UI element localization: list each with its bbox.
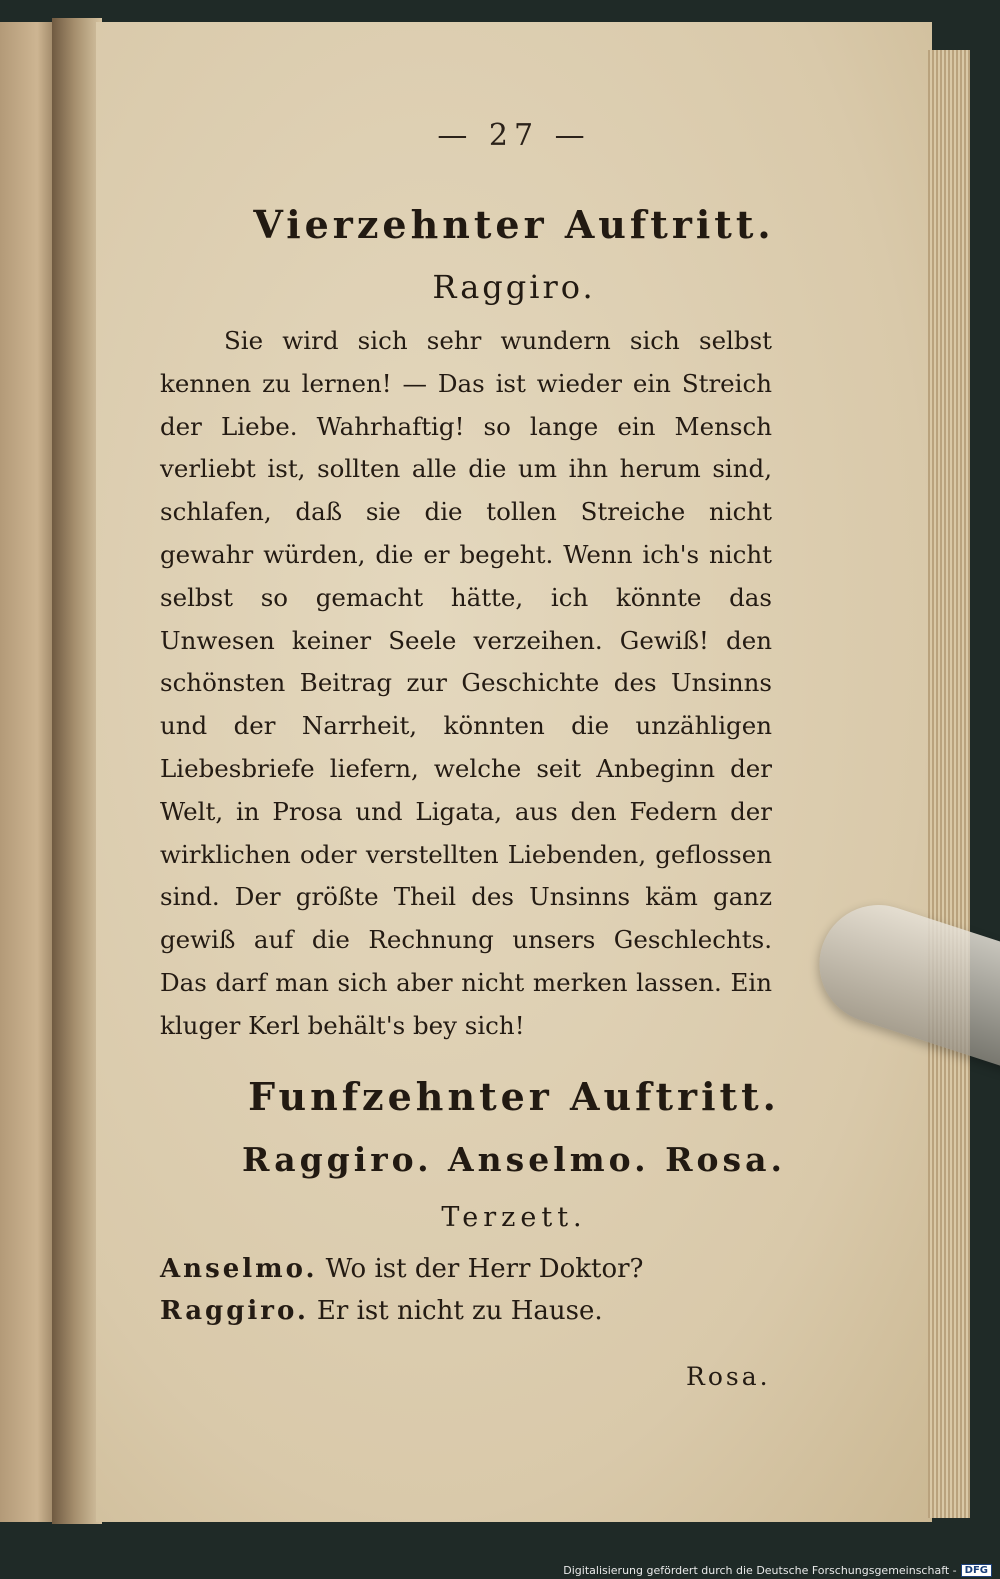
dialogue-text: Er ist nicht zu Hause. [316, 1296, 603, 1326]
scene-heading-2: Funfzehnter Auftritt. [248, 1074, 780, 1119]
footer-text: Digitalisierung gefördert durch die Deutsche Forschungsgemeinschaft - [563, 1564, 957, 1577]
dialogue-text: Wo ist der Herr Doktor? [325, 1254, 644, 1284]
page-number: — 27 — [437, 118, 591, 153]
monologue-paragraph: Sie wird sich sehr wundern sich selbst kennen zu lernen! — Das ist wieder ein Streich der Liebe. Wahrhaftig! so lange ein Mensch verliebt ist, sollten alle die um ihn herum sind, schlafen, daß sie die tollen Streiche nicht gewahr würden, die er begeht. Wenn ich's nicht selbst so gemacht hätte, ich könnte das Unwesen keiner Seele verzeihen. Gewiß! den schönsten Beitrag zur Geschichte des Unsinns und der Narrheit, könnten die unzähligen Liebesbriefe liefern, welche seit Anbeginn der Welt, in Prosa und Ligata, aus den Federn der wirklichen oder verstellten Liebenden, geflossen sind. Der größte Theil des Unsinns käm ganz gewiß auf die Rechnung unsers Geschlechts. Das darf man sich aber nicht merken lassen. Ein kluger Kerl behält's bey sich! [160, 326, 772, 1040]
book-page [96, 22, 932, 1522]
monologue-text [160, 320, 772, 1048]
dialogue-line [160, 1296, 603, 1326]
scene-heading: Vierzehnter Auftritt. [253, 202, 775, 247]
subheading: Terzett. [441, 1202, 587, 1233]
book-gutter [52, 18, 102, 1524]
catchword: Rosa. [686, 1362, 771, 1391]
speaker-name: Raggiro. [432, 268, 596, 306]
footer-credit [563, 1564, 992, 1577]
cast-list: Raggiro. Anselmo. Rosa. [242, 1140, 786, 1179]
dialogue-speaker: Raggiro. [160, 1296, 309, 1326]
dfg-logo: DFG [961, 1564, 992, 1577]
dialogue-speaker: Anselmo. [160, 1254, 318, 1284]
page-block-edge [928, 50, 970, 1518]
clip-shape [804, 890, 1000, 1070]
dialogue-line [160, 1254, 643, 1284]
